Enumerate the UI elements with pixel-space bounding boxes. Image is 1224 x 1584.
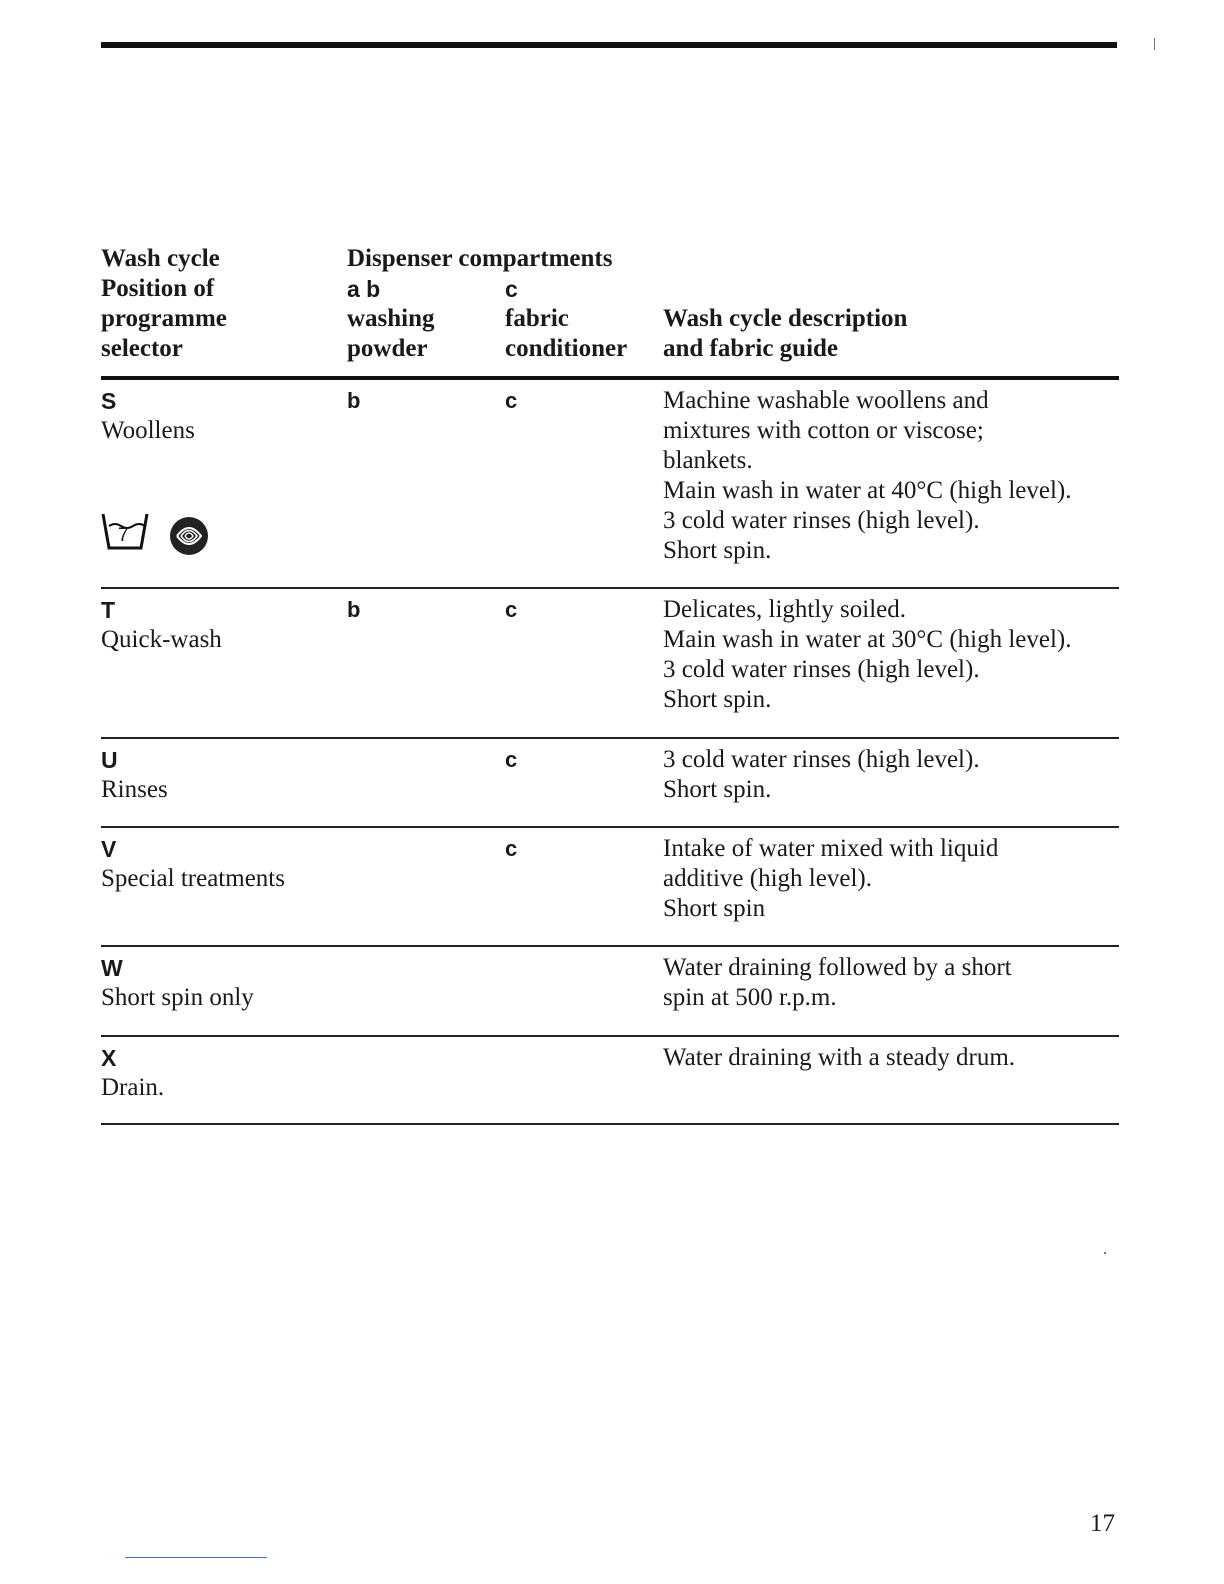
row-code: V — [101, 836, 117, 862]
row-description: Water draining followed by a short spin at 500 r.p.m. — [663, 954, 1012, 1011]
bottom-mark — [125, 1557, 267, 1558]
row-code: X — [101, 1045, 117, 1071]
row-compartment-c: c — [505, 836, 518, 861]
row-code: W — [101, 955, 123, 981]
header-ab: a b — [347, 276, 381, 302]
scan-speck — [1104, 1252, 1106, 1254]
row-compartment-c: c — [505, 747, 518, 772]
row-name: Rinses — [101, 776, 168, 803]
header-description: Wash cycle description and fabric guide — [663, 305, 908, 362]
row-compartment-b: b — [347, 597, 361, 622]
row-divider — [101, 587, 1119, 589]
row-divider — [101, 945, 1119, 947]
header-dispenser: Dispenser compartments — [347, 245, 613, 272]
header-powder: powder — [347, 335, 428, 362]
table-bottom-rule — [101, 1123, 1119, 1125]
row-code: U — [101, 747, 118, 773]
row-description: 3 cold water rinses (high level). Short spin. — [663, 746, 980, 803]
page-number: 17 — [1090, 1510, 1115, 1537]
row-description: Machine washable woollens and mixtures with cotton or viscose; blankets. Main wash in water at 40°C (high level). 3 cold water rinses (high level). Short spin. — [663, 387, 1072, 564]
care-symbols — [101, 508, 211, 560]
row-description: Water draining with a steady drum. — [663, 1044, 1016, 1071]
row-divider — [101, 1035, 1119, 1037]
header-fabric: fabric — [505, 305, 569, 332]
row-name: Drain. — [101, 1074, 165, 1101]
row-code: S — [101, 388, 117, 414]
header-wash-cycle: Wash cycle Position of programme selector — [101, 245, 227, 362]
row-name: Quick-wash — [101, 626, 222, 653]
row-name: Short spin only — [101, 984, 254, 1011]
wool-mark-icon — [167, 514, 211, 558]
scan-speck — [1154, 38, 1155, 50]
row-code: T — [101, 597, 116, 623]
wash-temp-label: 7 — [118, 525, 129, 546]
row-description: Intake of water mixed with liquid additive (high level). Short spin — [663, 835, 999, 922]
row-name: Special treatments — [101, 865, 285, 892]
top-rule — [101, 42, 1117, 48]
row-compartment-c: c — [505, 388, 518, 413]
row-divider — [101, 826, 1119, 828]
header-conditioner: conditioner — [505, 335, 628, 362]
header-c: c — [505, 276, 518, 302]
header-washing: washing — [347, 305, 435, 332]
row-divider — [101, 737, 1119, 739]
row-compartment-b: b — [347, 388, 361, 413]
row-description: Delicates, lightly soiled. Main wash in water at 30°C (high level). 3 cold water rinses (high level). Short spin. — [663, 596, 1072, 713]
row-name: Woollens — [101, 417, 195, 444]
row-compartment-c: c — [505, 597, 518, 622]
header-rule — [101, 376, 1119, 380]
